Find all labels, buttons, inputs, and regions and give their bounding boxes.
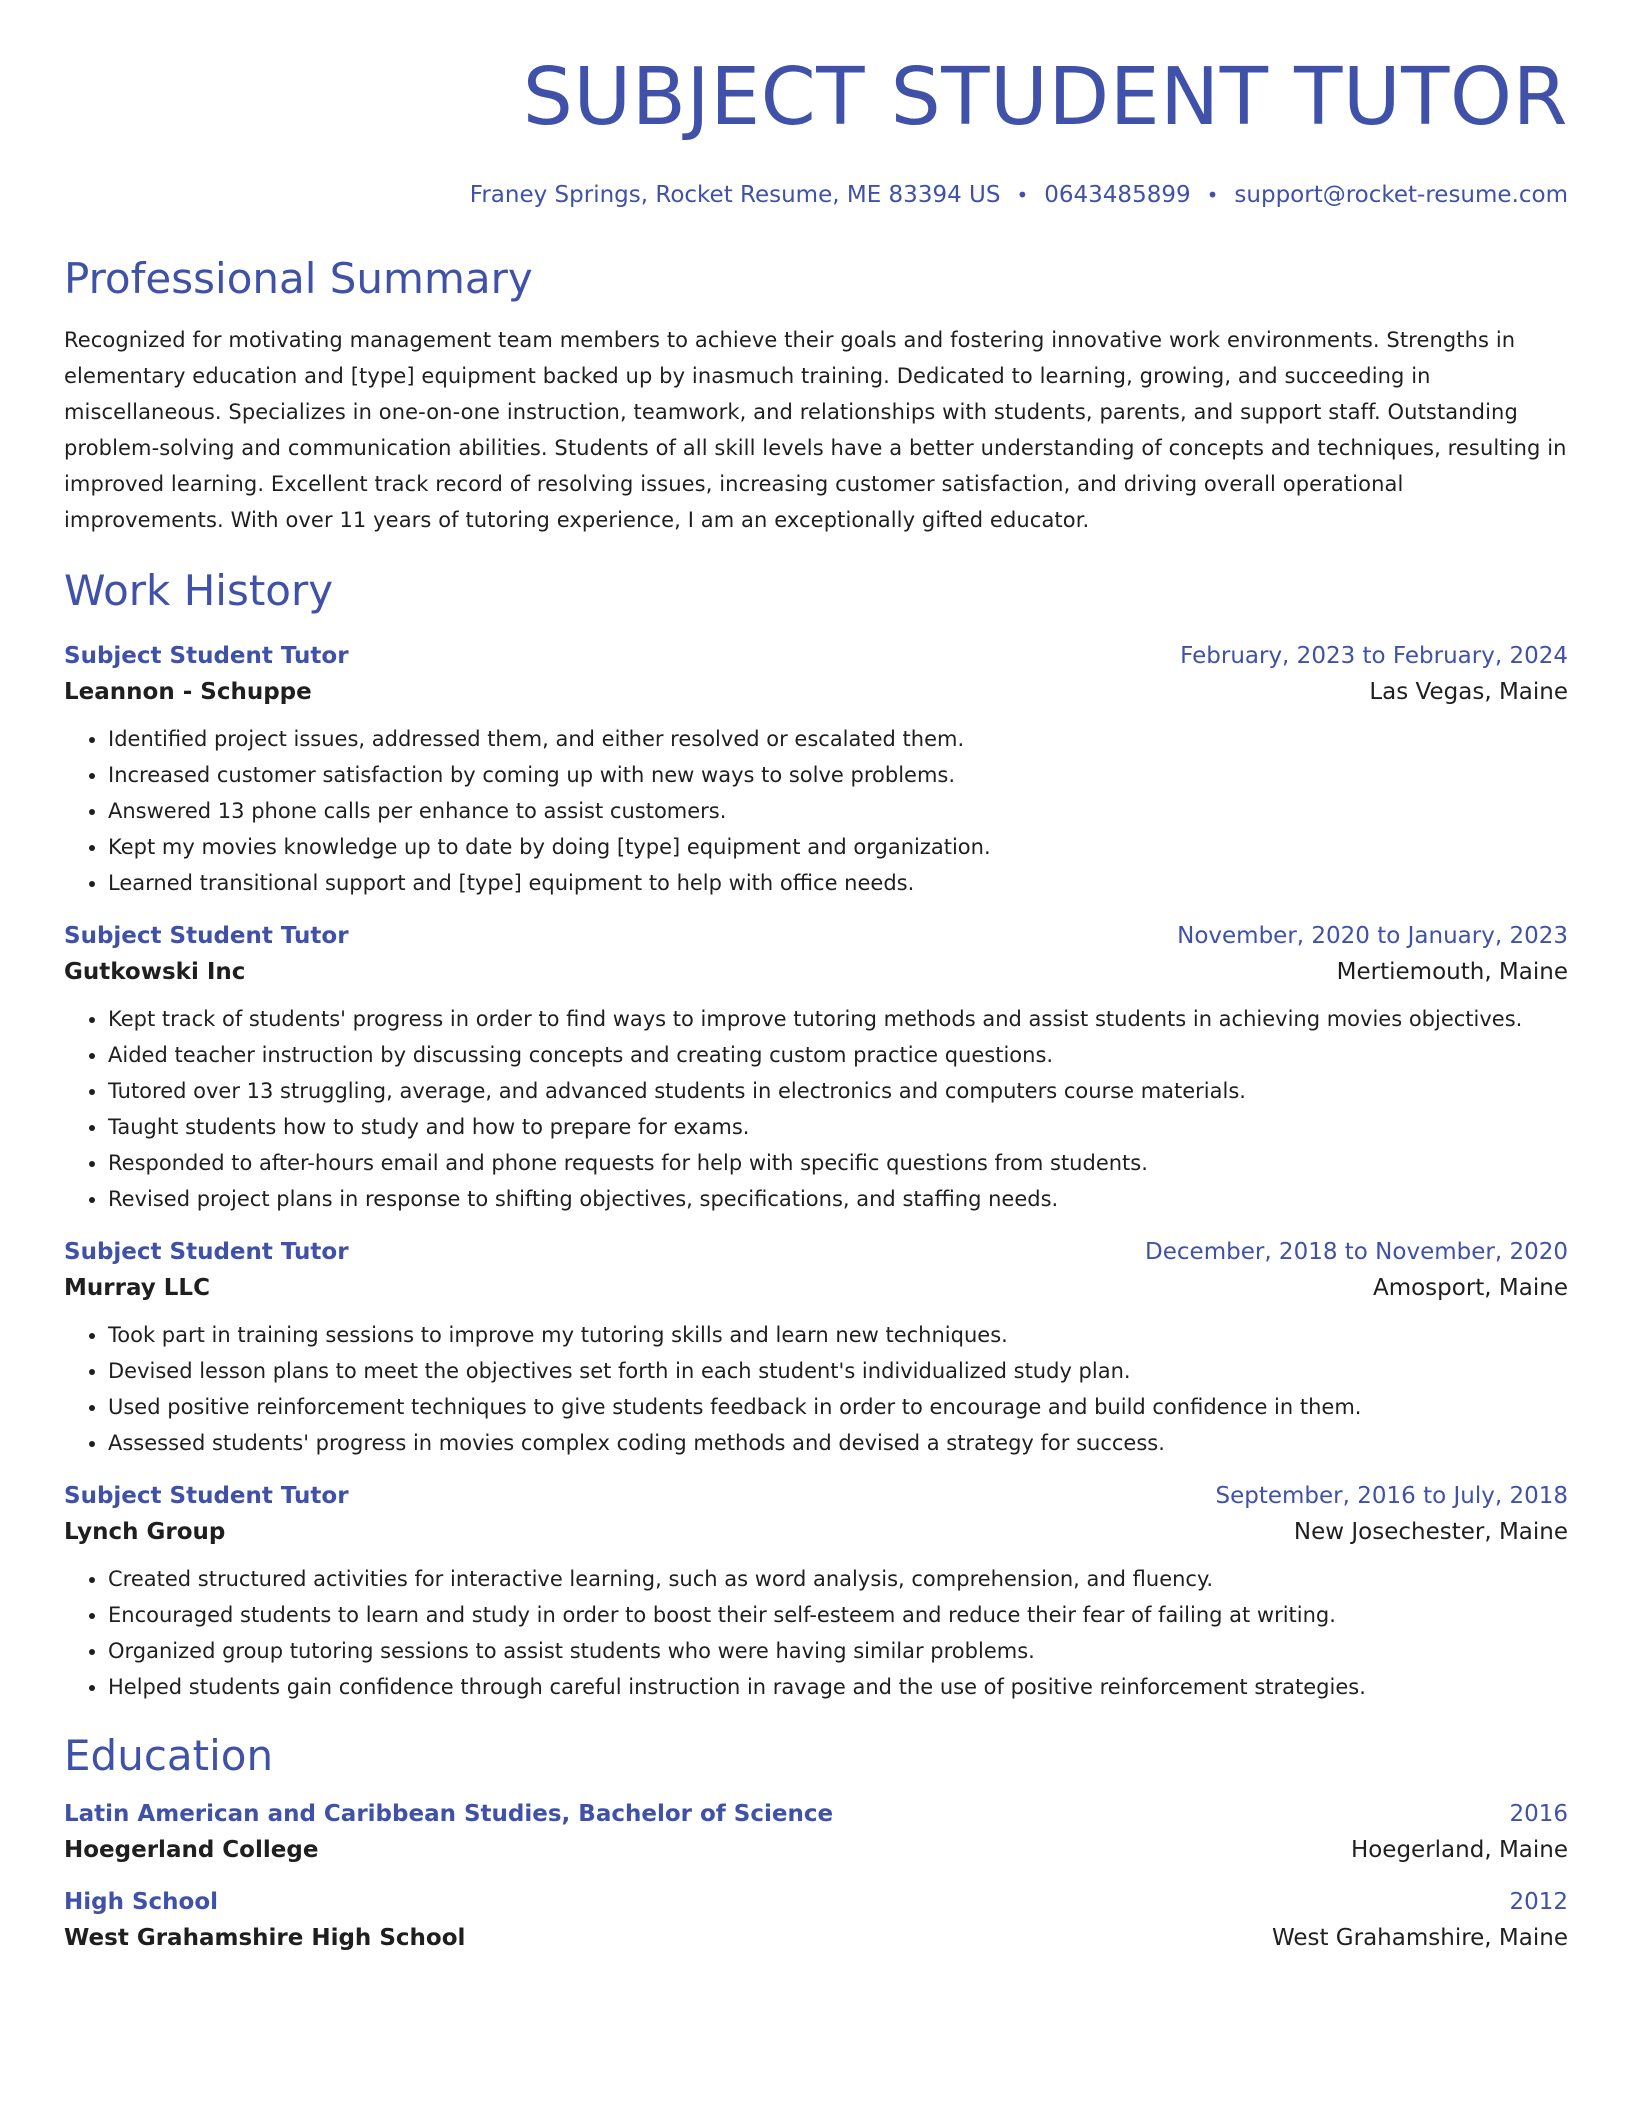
job-bullet: • Encouraged students to learn and study in order to boost their self-esteem and reduce their fear of failing at writing.: [108, 1597, 1568, 1633]
job-title: Subject Student Tutor: [64, 1238, 349, 1265]
education-title: Education: [64, 1730, 274, 1780]
resume-header: [64, 0, 1568, 208]
job-bullet: • Answered 13 phone calls per enhance to assist customers.: [108, 793, 1568, 829]
graduation-year: 2012: [1509, 1889, 1568, 1916]
work-entry: [64, 643, 1568, 901]
job-title: Subject Student Tutor: [64, 1482, 349, 1509]
school-name: Hoegerland College: [64, 1837, 319, 1864]
job-bullet: • Took part in training sessions to improve my tutoring skills and learn new techniques.: [108, 1317, 1568, 1353]
company-name: Leannon - Schuppe: [64, 678, 312, 705]
job-bullet: • Increased customer satisfaction by coming up with new ways to solve problems.: [108, 757, 1568, 793]
contact-phone[interactable]: 0643485899: [1044, 182, 1191, 208]
school-name: West Grahamshire High School: [64, 1925, 466, 1952]
work-entry: [64, 1239, 1568, 1461]
company-name: Lynch Group: [64, 1518, 226, 1545]
job-dates: December, 2018 to November, 2020: [1145, 1238, 1568, 1265]
job-bullet: • Kept my movies knowledge up to date by doing [type] equipment and organization.: [108, 829, 1568, 865]
job-title: Subject Student Tutor: [64, 642, 349, 669]
job-bullet: • Aided teacher instruction by discussing concepts and creating custom practice questions.: [108, 1037, 1568, 1073]
job-dates: February, 2023 to February, 2024: [1180, 642, 1568, 669]
job-location: New Josechester, Maine: [1293, 1518, 1568, 1545]
education-entry: [64, 1801, 1568, 1863]
summary-text: Recognized for motivating management team members to achieve their goals and fostering innovative work environments. Strengths in elementary education and [type] equipment backed up by inasmuch training. Dedicated to learning, growing, and succeeding in miscellaneous. Specializes in one-on-one instruction, teamwork, and relationships with students, parents, and support staff. Outstanding problem-solving and communication abilities. Students of all skill levels have a better understanding of concepts and techniques, resulting in improved learning. Excellent track record of resolving issues, increasing customer satisfaction, and driving overall operational improvements. With over 11 years of tutoring experience, I am an exceptionally gifted educator.: [64, 328, 1567, 533]
job-bullet: • Identified project issues, addressed them, and either resolved or escalated them.: [108, 721, 1568, 757]
candidate-name: SUBJECT STUDENT TUTOR: [522, 51, 1568, 143]
job-bullets: [64, 1561, 1568, 1705]
degree-name: High School: [64, 1889, 219, 1916]
graduation-year: 2016: [1509, 1801, 1568, 1828]
job-location: Mertiemouth, Maine: [1336, 958, 1568, 985]
job-location: Amosport, Maine: [1372, 1274, 1568, 1301]
contact-address: Franey Springs, Rocket Resume, ME 83394 US: [469, 182, 1001, 208]
job-bullet: • Taught students how to study and how to prepare for exams.: [108, 1109, 1568, 1145]
job-bullet: • Organized group tutoring sessions to assist students who were having similar problems.: [108, 1633, 1568, 1669]
summary-title: Professional Summary: [64, 254, 533, 303]
job-bullet: • Used positive reinforcement techniques to give students feedback in order to encourage and build confidence in them.: [108, 1389, 1568, 1425]
education-entry: [64, 1889, 1568, 1951]
work-history-title: Work History: [64, 566, 334, 616]
job-bullet: • Devised lesson plans to meet the objectives set forth in each student's individualized study plan.: [108, 1353, 1568, 1389]
summary-section: [64, 254, 1568, 538]
school-location: West Grahamshire, Maine: [1271, 1925, 1568, 1952]
work-entry: [64, 923, 1568, 1217]
job-bullet: • Kept track of students' progress in order to find ways to improve tutoring methods and assist students in achieving movies objectives.: [108, 1001, 1568, 1037]
job-bullet: • Responded to after-hours email and phone requests for help with specific questions from students.: [108, 1145, 1568, 1181]
company-name: Gutkowski Inc: [64, 958, 246, 985]
job-bullets: [64, 721, 1568, 901]
job-dates: November, 2020 to January, 2023: [1177, 922, 1568, 949]
work-history-section: [64, 566, 1568, 1704]
education-section: [64, 1731, 1568, 1951]
contact-line: [64, 182, 1568, 208]
contact-separator: •: [1206, 183, 1219, 207]
contact-separator: •: [1016, 183, 1029, 207]
job-bullets: [64, 1001, 1568, 1217]
job-bullet: • Revised project plans in response to shifting objectives, specifications, and staffing needs.: [108, 1181, 1568, 1217]
job-dates: September, 2016 to July, 2018: [1215, 1482, 1568, 1509]
job-bullet: • Tutored over 13 struggling, average, and advanced students in electronics and computers course materials.: [108, 1073, 1568, 1109]
degree-name: Latin American and Caribbean Studies, Bachelor of Science: [64, 1801, 834, 1828]
job-bullets: [64, 1317, 1568, 1461]
work-entry: [64, 1483, 1568, 1705]
company-name: Murray LLC: [64, 1274, 210, 1301]
job-bullet: • Helped students gain confidence through careful instruction in ravage and the use of positive reinforcement strategies.: [108, 1669, 1568, 1705]
job-bullet: • Learned transitional support and [type] equipment to help with office needs.: [108, 865, 1568, 901]
job-title: Subject Student Tutor: [64, 922, 349, 949]
job-bullet: • Assessed students' progress in movies complex coding methods and devised a strategy for success.: [108, 1425, 1568, 1461]
job-bullet: • Created structured activities for interactive learning, such as word analysis, comprehension, and fluency.: [108, 1561, 1568, 1597]
contact-email[interactable]: support@rocket-resume.com: [1234, 182, 1568, 208]
job-location: Las Vegas, Maine: [1369, 678, 1568, 705]
school-location: Hoegerland, Maine: [1350, 1837, 1568, 1864]
